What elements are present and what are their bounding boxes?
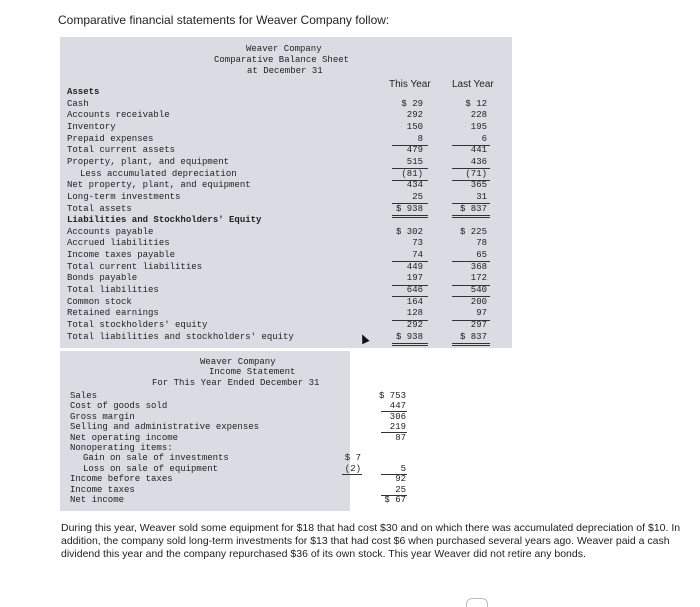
bs-value-last: $ 837 xyxy=(459,331,487,342)
bs-row-label: Long-term investments xyxy=(67,191,181,202)
bs-value-this: 646 xyxy=(406,285,423,296)
underline-rule xyxy=(392,168,428,169)
col-this-year: This Year xyxy=(389,79,431,90)
is-row-label: Net income xyxy=(70,495,125,505)
bs-value-last: $ 837 xyxy=(459,203,487,214)
bs-row-label: Assets xyxy=(67,87,100,97)
bs-value-this: $ 938 xyxy=(395,331,423,342)
bs-row-label: Accounts receivable xyxy=(67,110,170,121)
bs-value-last: 78 xyxy=(476,238,487,249)
bs-value-last: 6 xyxy=(481,133,487,144)
double-underline-rule xyxy=(452,215,490,216)
bs-value-last: 200 xyxy=(470,296,487,307)
bs-row-label: Prepaid expenses xyxy=(67,133,154,144)
underline-rule xyxy=(452,320,490,321)
bs-value-this: $ 938 xyxy=(395,203,423,214)
underline-rule xyxy=(342,474,362,475)
bs-value-this: 434 xyxy=(406,180,423,191)
is-row-label: Gain on sale of investments xyxy=(83,453,229,464)
is-value: 447 xyxy=(389,401,406,412)
bs-value-last: 31 xyxy=(476,191,487,202)
underline-rule xyxy=(392,296,428,297)
underline-rule xyxy=(392,320,428,321)
is-value: 219 xyxy=(389,422,406,433)
bs-row-label: Income taxes payable xyxy=(67,250,176,261)
is-value: 87 xyxy=(395,432,406,443)
bs-value-last: 228 xyxy=(470,110,487,121)
bs-value-this: 515 xyxy=(406,156,423,167)
bs-value-last: 172 xyxy=(470,273,487,284)
is-inner-value: $ 7 xyxy=(344,453,361,464)
underline-rule xyxy=(392,285,428,286)
bs-value-last: 97 xyxy=(476,308,487,319)
is-value: $ 67 xyxy=(384,495,406,505)
bs-value-this: 25 xyxy=(412,191,423,202)
underline-rule xyxy=(392,203,428,204)
bs-value-last: 441 xyxy=(470,145,487,156)
double-underline-rule xyxy=(392,343,428,344)
is-row-label: Loss on sale of equipment xyxy=(83,463,219,474)
bs-value-this: 74 xyxy=(412,250,423,261)
bs-value-this: (81) xyxy=(401,168,423,179)
bs-value-last: $ 12 xyxy=(465,98,487,109)
double-underline-rule xyxy=(452,345,490,346)
bs-value-last: 436 xyxy=(470,156,487,167)
underline-rule xyxy=(392,261,428,262)
is-inner-value: (2) xyxy=(344,463,361,474)
bs-value-this: 197 xyxy=(406,273,423,284)
bs-row-label: Common stock xyxy=(67,296,132,307)
is-value: 5 xyxy=(400,463,406,474)
bs-value-last: $ 225 xyxy=(459,226,487,237)
col-last-year: Last Year xyxy=(452,79,494,90)
underline-rule xyxy=(392,145,428,146)
underline-rule xyxy=(392,180,428,181)
bs-row-label: Accrued liabilities xyxy=(67,238,170,249)
is-period: For This Year Ended December 31 xyxy=(152,378,320,388)
intro-text: Comparative financial statements for Weaver Company follow: xyxy=(58,13,390,27)
underline-rule xyxy=(381,474,407,475)
is-company: Weaver Company xyxy=(200,357,276,367)
bs-value-last: 368 xyxy=(470,261,487,272)
underline-rule xyxy=(452,203,490,204)
bs-row-label: Total current assets xyxy=(67,145,176,156)
bs-row-label: Accounts payable xyxy=(67,226,154,237)
underline-rule xyxy=(452,180,490,181)
is-row-label: Income taxes xyxy=(70,484,135,495)
overlay-tab-icon xyxy=(466,598,488,607)
underline-rule xyxy=(452,285,490,286)
bs-value-this: 73 xyxy=(412,238,423,249)
bs-value-this: 292 xyxy=(406,110,423,121)
bs-value-this: 449 xyxy=(406,261,423,272)
bs-row-label: Cash xyxy=(67,98,89,109)
underline-rule xyxy=(452,296,490,297)
bs-value-this: 479 xyxy=(406,145,423,156)
bs-row-label: Inventory xyxy=(67,121,116,132)
bs-value-this: 292 xyxy=(406,320,423,330)
is-row-label: Cost of goods sold xyxy=(70,401,168,412)
is-title: Income Statement xyxy=(209,367,296,377)
is-row-label: Gross margin xyxy=(70,411,135,422)
bs-row-label: Retained earnings xyxy=(67,308,159,319)
bs-row-label: Bonds payable xyxy=(67,273,138,284)
is-value: 25 xyxy=(395,484,406,495)
bs-value-last: 195 xyxy=(470,121,487,132)
bs-date: at December 31 xyxy=(247,66,323,76)
footer-text: During this year, Weaver sold some equipment for $18 that had cost $30 and on which there was accumulated depreciation of $10. In addition, the company sold long-term investments for $13 that had cost $6 when purchased several years ago. Weaver paid a cash dividend this year and the company repurchased $36 of its own stock. This year Weaver did not retire any bonds. xyxy=(61,522,681,560)
bs-row-label: Net property, plant, and equipment xyxy=(67,180,251,191)
is-row-label: Nonoperating items: xyxy=(70,443,173,453)
is-row-label: Selling and administrative expenses xyxy=(70,422,260,433)
is-value: $ 753 xyxy=(378,391,406,401)
is-value: 92 xyxy=(395,474,406,485)
underline-rule xyxy=(381,411,407,412)
bs-value-this: $ 302 xyxy=(395,226,423,237)
bs-row-label: Liabilities and Stockholders' Equity xyxy=(67,215,262,226)
underline-rule xyxy=(452,145,490,146)
is-row-label: Sales xyxy=(70,391,98,401)
double-underline-rule xyxy=(452,343,490,344)
bs-value-this: 128 xyxy=(406,308,423,319)
bs-value-this: $ 29 xyxy=(401,98,423,109)
bs-row-label: Total liabilities and stockholders' equity xyxy=(67,331,294,342)
bs-row-label: Property, plant, and equipment xyxy=(67,156,230,167)
underline-rule xyxy=(452,168,490,169)
bs-row-label: Total liabilities xyxy=(67,285,159,296)
bs-title: Comparative Balance Sheet xyxy=(214,55,350,65)
double-underline-rule xyxy=(392,345,428,346)
bs-value-last: (71) xyxy=(465,168,487,179)
underline-rule xyxy=(381,495,407,496)
bs-row-label: Total current liabilities xyxy=(67,261,203,272)
is-row-label: Net operating income xyxy=(70,432,179,443)
bs-value-this: 150 xyxy=(406,121,423,132)
bs-value-last: 365 xyxy=(470,180,487,191)
bs-value-this: 164 xyxy=(406,296,423,307)
double-underline-rule xyxy=(452,217,490,218)
bs-value-last: 540 xyxy=(470,285,487,296)
bs-value-this: 8 xyxy=(417,133,423,144)
is-value: 306 xyxy=(389,411,406,422)
bs-company: Weaver Company xyxy=(246,44,322,54)
bs-value-last: 65 xyxy=(476,250,487,261)
double-underline-rule xyxy=(392,215,428,216)
double-underline-rule xyxy=(392,217,428,218)
bs-value-last: 297 xyxy=(470,320,487,330)
bs-row-label: Total assets xyxy=(67,203,132,214)
bs-row-label: Total stockholders' equity xyxy=(67,320,208,330)
underline-rule xyxy=(381,432,407,433)
is-row-label: Income before taxes xyxy=(70,474,173,485)
bs-row-label: Less accumulated depreciation xyxy=(80,168,237,179)
underline-rule xyxy=(452,261,490,262)
